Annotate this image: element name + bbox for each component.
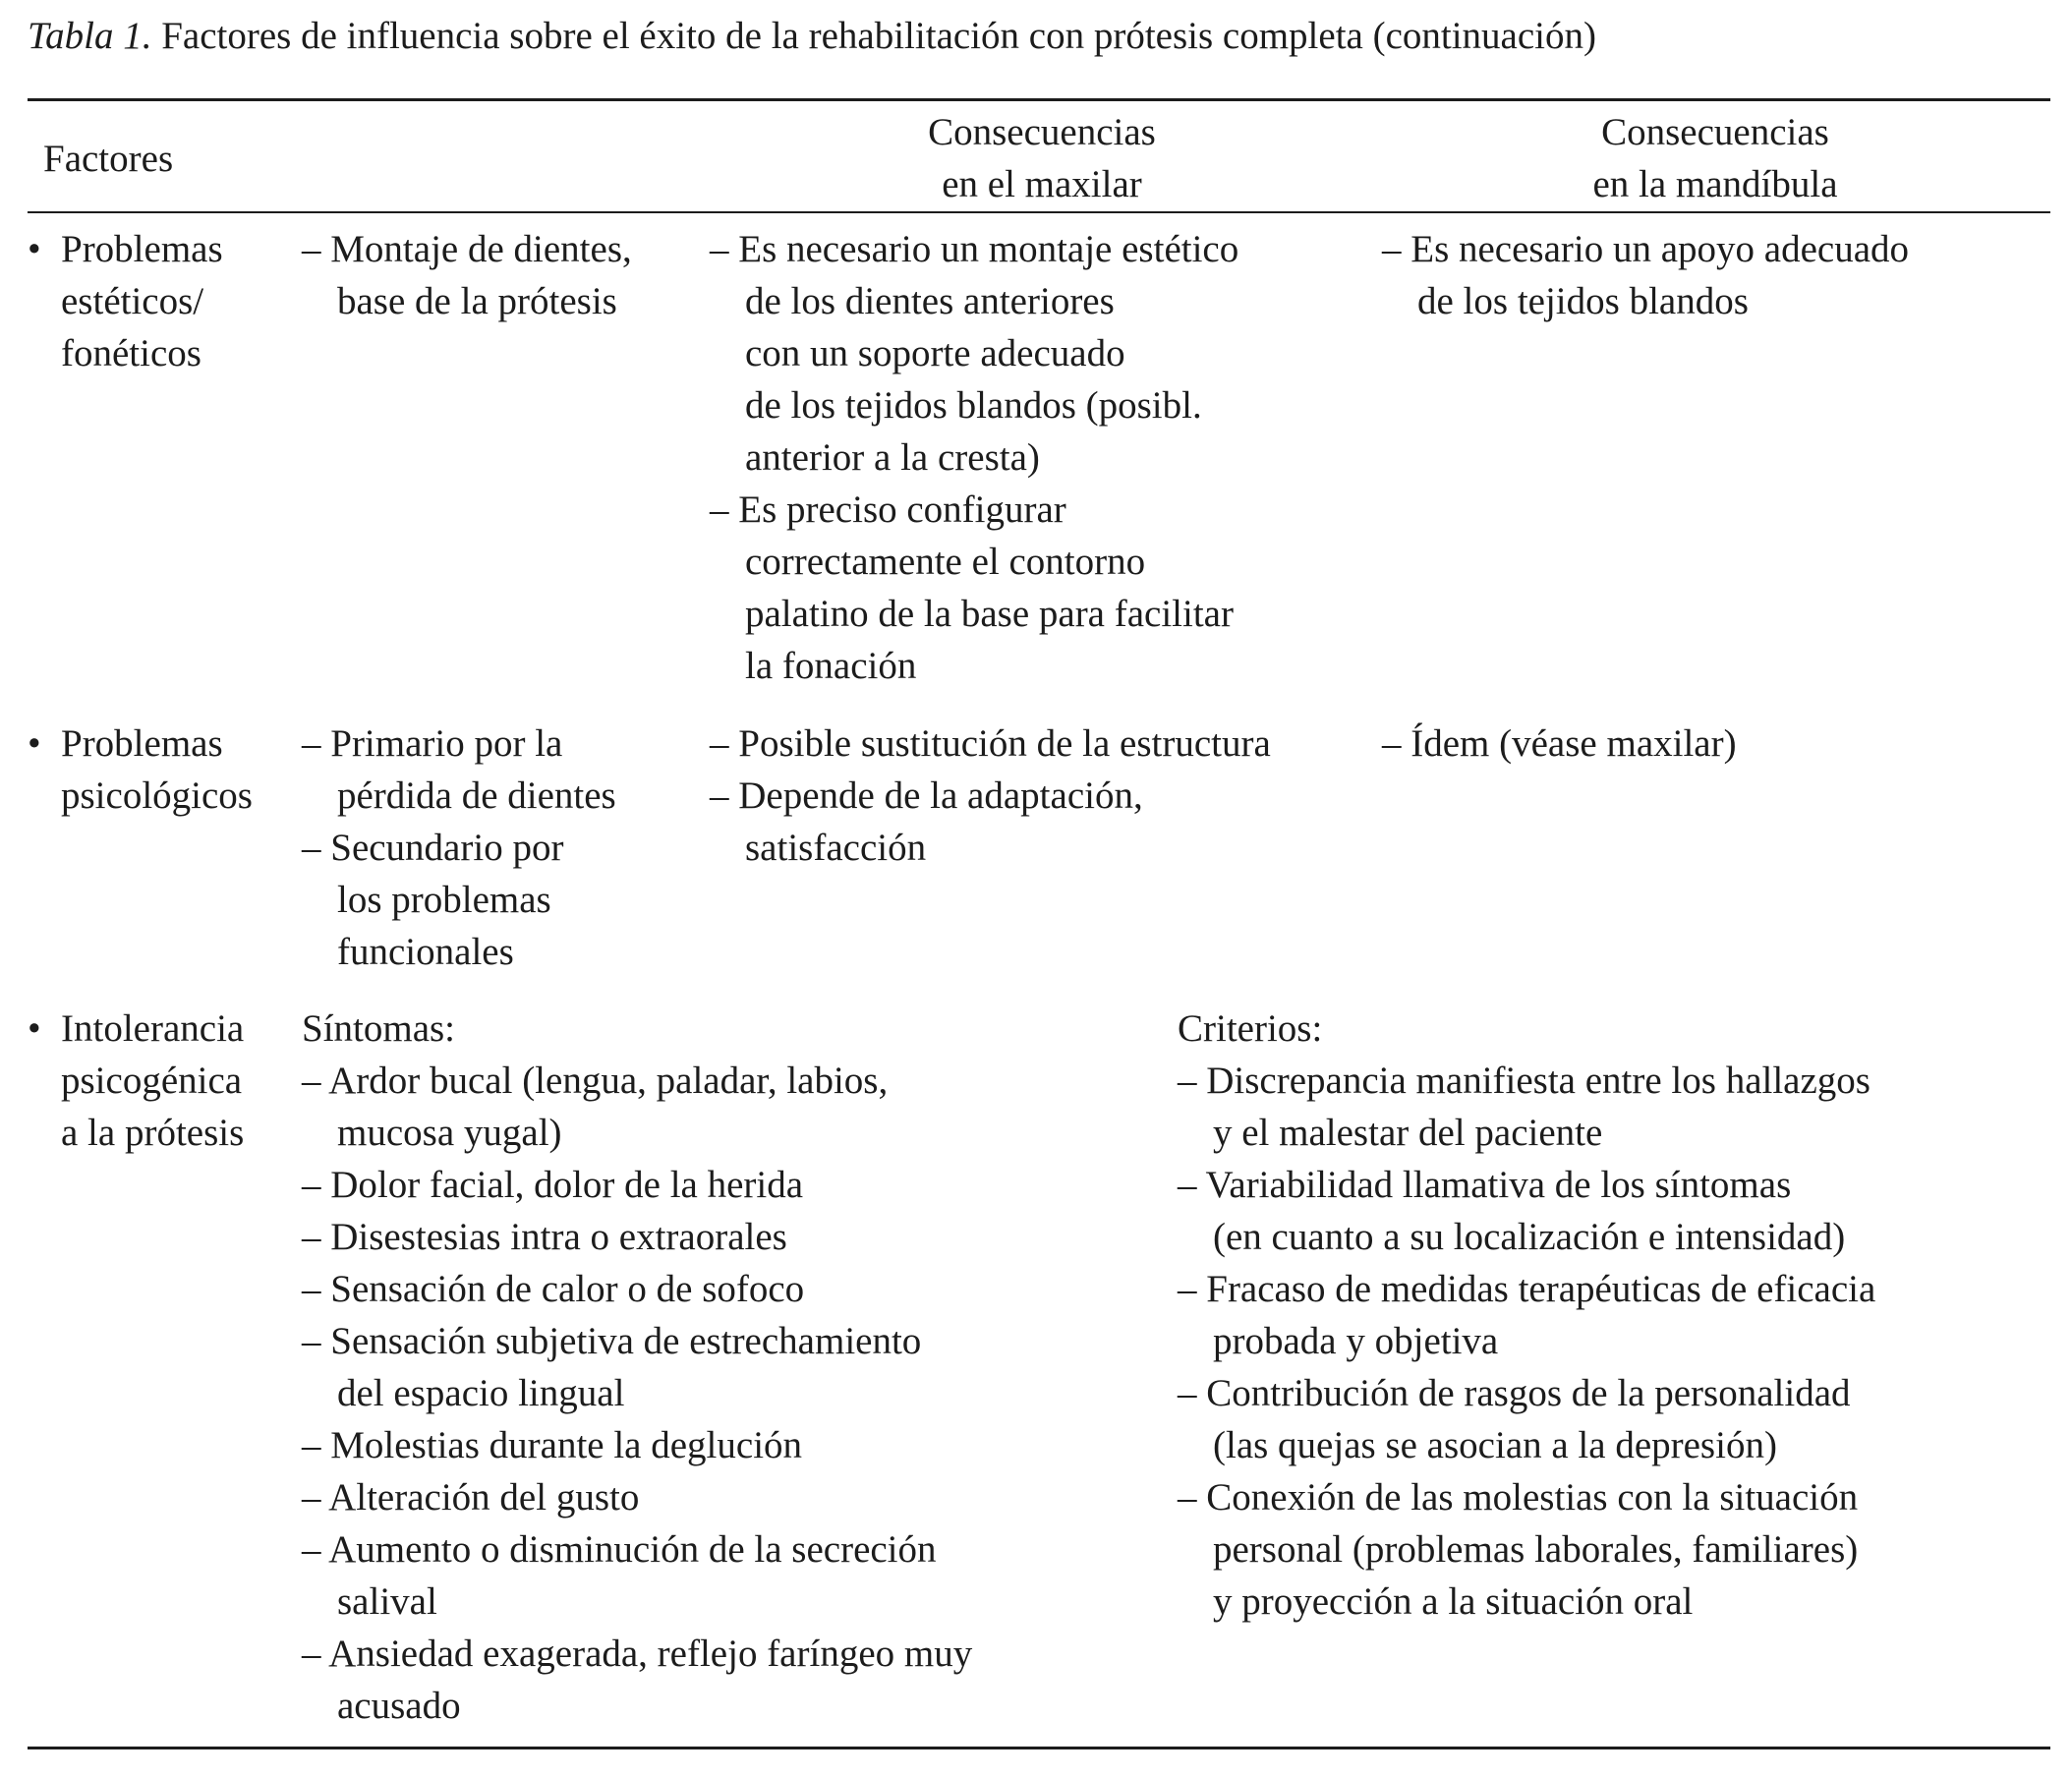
row1-maxilar-line: de los dientes anteriores xyxy=(745,280,1115,322)
sintoma-line: – Molestias durante la deglución xyxy=(302,1424,803,1466)
criterio-line: y el malestar del paciente xyxy=(1213,1112,1603,1154)
row2-mandibula-line: – Ídem (véase maxilar) xyxy=(1382,722,1737,765)
row2-maxilar-line: – Posible sustitución de la estructura xyxy=(710,722,1271,765)
row3-factor xyxy=(28,1003,244,1159)
bullet-icon: • xyxy=(28,228,41,270)
header-mandibula-line2: en la mandíbula xyxy=(1592,163,1838,205)
sintoma-line: – Sensación subjetiva de estrechamiento xyxy=(302,1320,922,1362)
row1-maxilar-line: con un soporte adecuado xyxy=(745,332,1125,374)
row2-cause-line: – Primario por la xyxy=(302,722,563,765)
sintoma-line: – Dolor facial, dolor de la herida xyxy=(302,1164,804,1206)
sintoma-line: – Ardor bucal (lengua, paladar, labios, xyxy=(302,1060,889,1102)
row2-causes xyxy=(302,717,616,978)
row2-factor-line: Problemas xyxy=(61,722,223,765)
row2-cause-line: – Secundario por xyxy=(302,827,564,869)
criterio-line: – Discrepancia manifiesta entre los hallazgos xyxy=(1178,1060,1871,1102)
row1-maxilar-line: palatino de la base para facilitar xyxy=(745,593,1234,635)
sintoma-line: del espacio lingual xyxy=(337,1372,625,1414)
row1-maxilar-line: de los tejidos blandos (posibl. xyxy=(745,384,1202,427)
row3-factor-line: a la prótesis xyxy=(61,1112,245,1154)
row2-cause-line: los problemas xyxy=(337,879,551,921)
row1-causes xyxy=(302,223,632,327)
header-rule xyxy=(28,211,2050,213)
bottom-rule xyxy=(28,1747,2050,1749)
row1-maxilar-line: la fonación xyxy=(745,645,917,687)
header-maxilar-line2: en el maxilar xyxy=(942,163,1142,205)
row1-mandibula-line: – Es necesario un apoyo adecuado xyxy=(1382,228,1910,270)
sintoma-line: – Alteración del gusto xyxy=(302,1476,640,1519)
row1-maxilar-line: – Es necesario un montaje estético xyxy=(710,228,1239,270)
row1-cause-line: – Montaje de dientes, xyxy=(302,228,632,270)
row2-mandibula xyxy=(1382,717,1737,770)
caption-text: Factores de influencia sobre el éxito de la rehabilitación con prótesis completa (continuación) xyxy=(161,15,1596,57)
row1-factor xyxy=(28,223,223,379)
row2-maxilar-line: satisfacción xyxy=(745,827,927,869)
header-maxilar-line1: Consecuencias xyxy=(928,111,1156,153)
table-caption xyxy=(28,10,2033,62)
row1-factor-line: Problemas xyxy=(61,228,223,270)
row3-factor-line: Intolerancia xyxy=(61,1007,245,1050)
criterio-line: – Contribución de rasgos de la personalidad xyxy=(1178,1372,1851,1414)
header-mandibula xyxy=(1528,106,1902,210)
row1-cause-line: base de la prótesis xyxy=(337,280,617,322)
sintoma-line: – Disestesias intra o extraorales xyxy=(302,1216,787,1258)
row2-factor-line: psicológicos xyxy=(61,774,253,817)
sintoma-line: salival xyxy=(337,1580,437,1623)
criterio-line: (en cuanto a su localización e intensidad) xyxy=(1213,1216,1846,1258)
row3-factor-line: psicogénica xyxy=(61,1060,243,1102)
criterio-line: – Variabilidad llamativa de los síntomas xyxy=(1178,1164,1792,1206)
header-maxilar xyxy=(855,106,1229,210)
criterio-line: probada y objetiva xyxy=(1213,1320,1499,1362)
row2-cause-line: pérdida de dientes xyxy=(337,774,616,817)
sintoma-line: – Ansiedad exagerada, reflejo faríngeo muy xyxy=(302,1633,973,1675)
bullet-icon: • xyxy=(28,1007,41,1050)
row1-maxilar-line: correctamente el contorno xyxy=(745,541,1146,583)
sintoma-line: – Sensación de calor o de sofoco xyxy=(302,1268,805,1310)
header-factores: Factores xyxy=(43,138,174,180)
sintoma-line: mucosa yugal) xyxy=(337,1112,562,1154)
criterio-line: (las quejas se asocian a la depresión) xyxy=(1213,1424,1777,1466)
row1-maxilar-line: anterior a la cresta) xyxy=(745,436,1040,479)
header-mandibula-line1: Consecuencias xyxy=(1601,111,1829,153)
row1-mandibula-line: de los tejidos blandos xyxy=(1417,280,1749,322)
criterio-line: y proyección a la situación oral xyxy=(1213,1580,1694,1623)
row3-sintomas xyxy=(302,1003,972,1732)
caption-label: Tabla 1. xyxy=(28,15,152,57)
criterio-line: – Fracaso de medidas terapéuticas de eficacia xyxy=(1178,1268,1876,1310)
row3-criterios xyxy=(1178,1003,1875,1628)
sintoma-line: – Aumento o disminución de la secreción xyxy=(302,1528,937,1571)
row2-maxilar xyxy=(710,717,1271,874)
row2-cause-line: funcionales xyxy=(337,931,514,973)
sintomas-title: Síntomas: xyxy=(302,1007,456,1050)
row1-factor-line: estéticos/ xyxy=(61,280,204,322)
row2-maxilar-line: – Depende de la adaptación, xyxy=(710,774,1143,817)
sintoma-line: acusado xyxy=(337,1685,461,1727)
row1-factor-line: fonéticos xyxy=(61,332,201,374)
row2-factor xyxy=(28,717,253,822)
row1-maxilar-line: – Es preciso configurar xyxy=(710,488,1066,531)
top-rule xyxy=(28,98,2050,101)
row1-maxilar xyxy=(710,223,1238,692)
criterio-line: – Conexión de las molestias con la situación xyxy=(1178,1476,1859,1519)
row1-mandibula xyxy=(1382,223,1909,327)
criterios-title: Criterios: xyxy=(1178,1007,1323,1050)
bullet-icon: • xyxy=(28,722,41,765)
criterio-line: personal (problemas laborales, familiares) xyxy=(1213,1528,1859,1571)
